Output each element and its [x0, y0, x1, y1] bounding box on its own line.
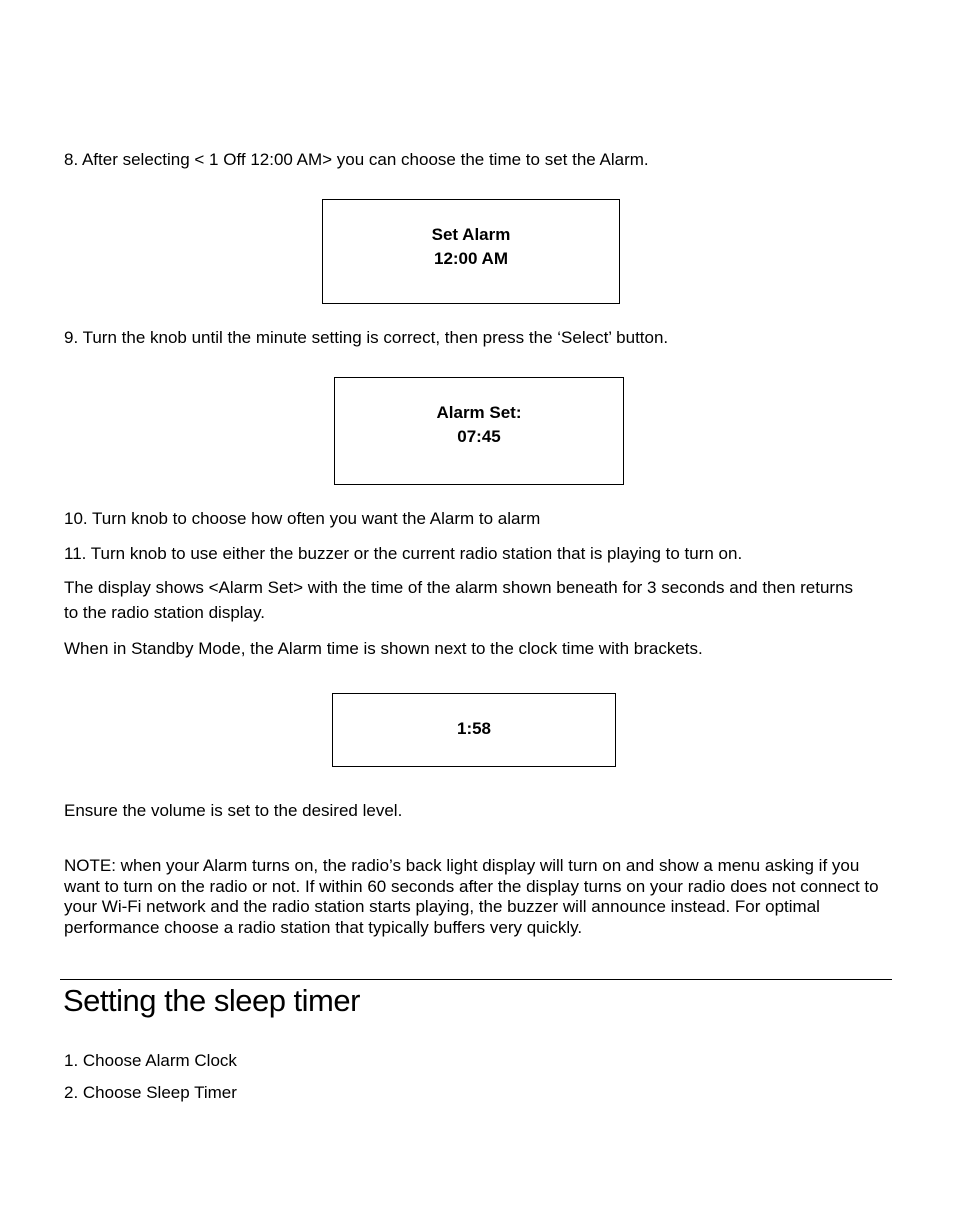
section-heading-sleep-timer: Setting the sleep timer: [63, 983, 360, 1018]
lcd-line-1: 1:58: [456, 719, 492, 738]
volume-paragraph: Ensure the volume is set to the desired level.: [64, 801, 403, 820]
sleep-step-2: 2. Choose Sleep Timer: [64, 1083, 237, 1102]
step-10-text: 10. Turn knob to choose how often you want the Alarm to alarm: [64, 509, 541, 528]
lcd-line-1: Set Alarm: [431, 225, 511, 244]
step-11-text: 11. Turn knob to use either the buzzer or the current radio station that is playing to turn on.: [64, 544, 743, 563]
lcd-display-standby: [332, 693, 616, 767]
section-divider: [60, 979, 892, 980]
note-paragraph: [64, 856, 894, 938]
standby-mode-paragraph: When in Standby Mode, the Alarm time is shown next to the clock time with brackets.: [64, 639, 703, 658]
step-9-text: 9. Turn the knob until the minute setting is correct, then press the ‘Select’ button.: [64, 328, 669, 347]
note-label: NOTE:: [64, 856, 116, 875]
display-shows-paragraph: The display shows <Alarm Set> with the time of the alarm shown beneath for 3 seconds and then returns to the radio station display.: [64, 578, 854, 622]
lcd-display-alarm-set: [334, 377, 624, 485]
note-text: when your Alarm turns on, the radio’s back light display will turn on and show a menu asking if you want to turn on the radio or not. If within 60 seconds after the display turns on your radio does not connect to your Wi-Fi network and the radio station starts playing, the buzzer will announce instead. For optimal performance choose a radio station that typically buffers very quickly.: [64, 856, 879, 937]
lcd-line-2: 07:45: [457, 427, 501, 446]
step-8-text: 8. After selecting < 1 Off 12:00 AM> you can choose the time to set the Alarm.: [64, 150, 649, 169]
lcd-line-1: Alarm Set:: [436, 403, 522, 422]
lcd-line-2: 12:00 AM: [433, 249, 508, 268]
lcd-display-set-alarm: [322, 199, 620, 304]
sleep-step-1: 1. Choose Alarm Clock: [64, 1051, 237, 1070]
